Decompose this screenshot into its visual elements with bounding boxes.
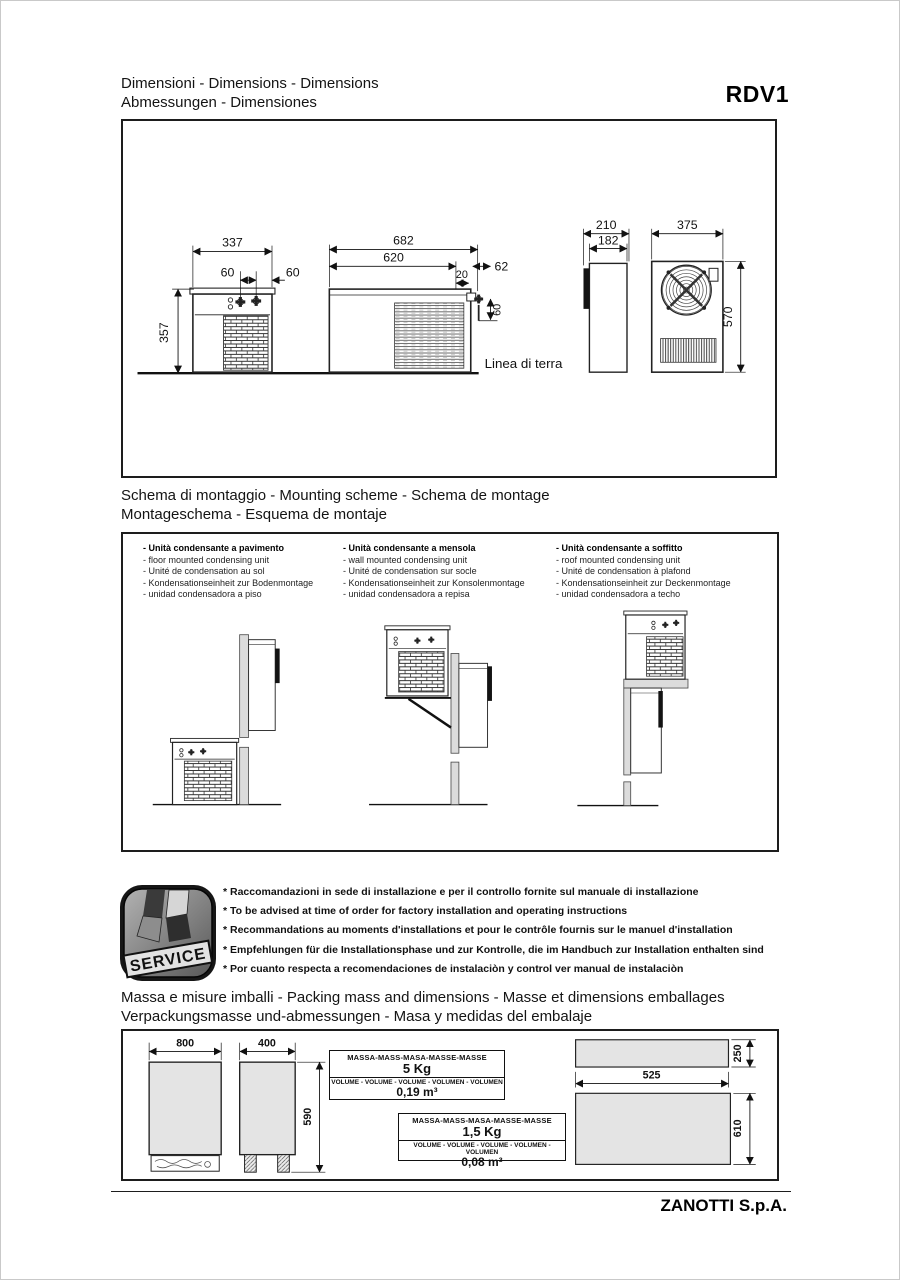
volume-value: 0,19 m³ [396, 1085, 438, 1099]
dim-depth-body: 182 [597, 233, 619, 248]
panel-top [576, 1040, 756, 1067]
mounting-line: - Unité de condensation sur socle [343, 566, 477, 577]
dim-panel-top-height: 250 [732, 1044, 745, 1063]
mass-label: MASSA-MASS-MASA-MASSE-MASSE [412, 1116, 552, 1125]
dimensions-figure-box [121, 119, 777, 478]
mounting-line: - unidad condensadora a piso [143, 589, 262, 600]
wall-mount-drawing [369, 626, 492, 805]
mass-value: 1,5 Kg [462, 1124, 502, 1139]
footer-divider [111, 1191, 791, 1192]
floor-mount-drawing [153, 635, 281, 805]
model-code: RDV1 [725, 81, 789, 107]
dim-fitting-height: 60 [491, 303, 504, 316]
dim-back-height: 570 [720, 306, 735, 328]
mounting-title-line1: Schema di montaggio - Mounting scheme - Schema de montage [121, 487, 550, 504]
depth-view [583, 263, 627, 372]
page-title-line1: Dimensioni - Dimensions - Dimensions [121, 75, 379, 92]
dimensions-drawing [123, 121, 775, 476]
dim-valve-spacing: 60 [220, 265, 235, 280]
volume-value: 0,08 m³ [461, 1155, 503, 1169]
mounting-line: - Kondensationseinheit zur Bodenmontage [143, 577, 314, 588]
dim-rear-offset: 62 [494, 259, 509, 274]
mass-label: MASSA-MASS-MASA-MASSE-MASSE [347, 1053, 487, 1062]
dim-valve-offset: 60 [285, 265, 300, 280]
mounting-line: - Unità condensante a pavimento [143, 543, 285, 553]
mounting-line: - Kondensationseinheit zur Konsolenmontage [343, 577, 525, 588]
volume-label: VOLUME - VOLUME - VOLUME - VOLUMEN - VOLUMEN [331, 1079, 503, 1086]
service-note: * To be advised at time of order for factory installation and operating instructions [223, 905, 628, 918]
mounting-line: - floor mounted condensing unit [143, 554, 270, 565]
volume-label: VOLUME - VOLUME - VOLUME - VOLUMEN - VOLUMEN [413, 1142, 551, 1156]
depth-dims [583, 218, 628, 266]
dim-panel-width: 525 [642, 1069, 661, 1082]
crate-400 [240, 1062, 296, 1172]
mounting-drawings [123, 534, 777, 850]
page-title-line2: Abmessungen - Dimensiones [121, 93, 317, 111]
packing-figure-box [121, 1029, 779, 1181]
mass-box-accessories [398, 1113, 566, 1169]
crate-800-dims [149, 1038, 221, 1061]
service-note: * Raccomandazioni in sede di installazione e per il controllo fornite sul manuale di installazione [223, 886, 699, 898]
mounting-line: - Unità condensante a mensola [343, 543, 476, 553]
packing-title-line1: Massa e misure imballi - Packing mass and dimensions - Masse et dimensions emballages [121, 989, 725, 1006]
panel-width-dim [576, 1070, 729, 1088]
dim-body-length: 620 [383, 250, 404, 265]
mounting-title-line2: Montageschema - Esquema de montaje [121, 505, 387, 523]
dim-front-height: 357 [157, 322, 172, 343]
mounting-line: - Kondensationseinheit zur Deckenmontage [556, 577, 731, 588]
mass-value: 5 Kg [402, 1061, 432, 1076]
dim-depth-total: 210 [595, 217, 617, 232]
mass-box-unit [329, 1050, 505, 1100]
mounting-line: - unidad condensadora a repisa [343, 589, 470, 600]
roof-mount-drawing [577, 611, 688, 806]
dim-box-height: 590 [301, 1107, 314, 1126]
mounting-line: - unidad condensadora a techo [556, 589, 681, 600]
ground-label: Linea di terra [484, 356, 563, 372]
mounting-line: - Unité de condensation au sol [143, 566, 265, 577]
service-note: * Recommandations au moments d'installations et pour le contrôle fournis sur le manuel d'installation [223, 924, 733, 937]
side-view [329, 289, 483, 372]
dim-box1-width: 800 [176, 1037, 195, 1050]
mounting-line: - roof mounted condensing unit [556, 554, 681, 565]
dim-back-width: 375 [677, 217, 698, 232]
fan-view [652, 261, 723, 372]
panel-bottom [576, 1093, 756, 1164]
mounting-title [121, 487, 550, 524]
service-note: * Empfehlungen für die Installationsphase und zur Kontrolle, die im Handbuch zur Installation enthalten sind [223, 943, 764, 956]
front-view [190, 288, 275, 372]
packing-title-line2: Verpackungsmasse und-abmessungen - Masa y medidas del embalaje [121, 1007, 593, 1025]
service-icon [119, 884, 217, 982]
dim-front-width: 337 [222, 235, 243, 250]
service-note: * Por cuanto respecta a recomendaciones de instalaciòn y control ver manual de instalaciòn [223, 962, 684, 975]
mounting-line: - Unità condensante a soffitto [556, 543, 683, 553]
company-name: ZANOTTI S.p.A. [660, 1196, 787, 1215]
dim-panel-bottom-height: 610 [732, 1119, 745, 1138]
service-icon-label: SERVICE [128, 945, 208, 976]
page-title [121, 75, 379, 112]
dim-total-length: 682 [393, 233, 414, 248]
mounting-figure-box [121, 532, 779, 852]
dim-offset: 20 [455, 269, 468, 282]
dim-box2-width: 400 [258, 1037, 276, 1050]
packing-title [121, 989, 725, 1026]
crate-800 [149, 1062, 221, 1171]
mounting-line: - Unité de condensation à plafond [556, 566, 691, 577]
mounting-line: - wall mounted condensing unit [343, 554, 468, 565]
service-icon-art [119, 884, 217, 982]
service-notes [223, 883, 764, 979]
